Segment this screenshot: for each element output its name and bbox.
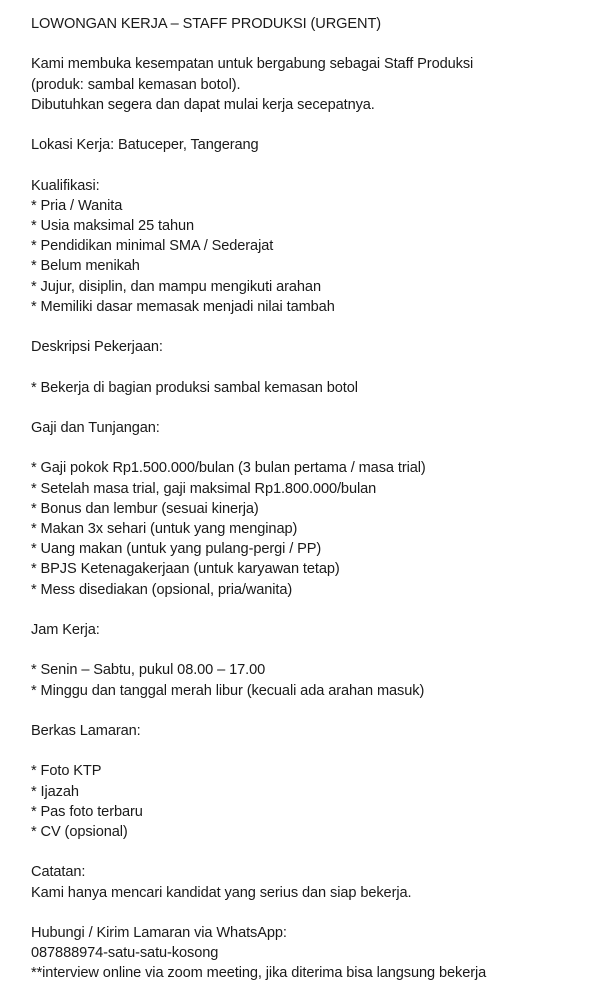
- spacer: [31, 357, 580, 377]
- job-description-heading: Deskripsi Pekerjaan:: [31, 339, 163, 356]
- note-body: Kami hanya mencari kandidat yang serius dan siap bekerja.: [31, 884, 412, 901]
- spacer: [31, 155, 580, 175]
- list-item: * Ijazah: [31, 783, 79, 800]
- note-heading: Catatan:: [31, 864, 86, 881]
- intro-line-2: (produk: sambal kemasan botol).: [31, 76, 241, 93]
- list-item: * Pas foto terbaru: [31, 803, 143, 820]
- page-title: LOWONGAN KERJA – STAFF PRODUKSI (URGENT): [31, 16, 382, 32]
- intro-line-1: Kami membuka kesempatan untuk bergabung sebagai Staff Produksi: [31, 56, 474, 73]
- spacer: [31, 600, 580, 620]
- list-item: * Foto KTP: [31, 763, 102, 780]
- contact-heading: Hubungi / Kirim Lamaran via WhatsApp:: [31, 924, 287, 941]
- contact-phone-number: 087888974-satu-satu-kosong: [31, 945, 219, 962]
- list-item: * Memiliki dasar memasak menjadi nilai tambah: [31, 298, 335, 315]
- spacer: [31, 640, 580, 660]
- list-item: * Senin – Sabtu, pukul 08.00 – 17.00: [31, 662, 266, 679]
- list-item: * Usia maksimal 25 tahun: [31, 217, 195, 234]
- list-item: * Uang makan (untuk yang pulang-pergi / PP): [31, 541, 322, 558]
- spacer: [31, 398, 580, 418]
- working-hours-heading: Jam Kerja:: [31, 621, 100, 638]
- spacer: [31, 903, 580, 923]
- spacer: [31, 438, 580, 458]
- qualifications-heading: Kualifikasi:: [31, 177, 100, 194]
- list-item: * Minggu dan tanggal merah libur (kecuali ada arahan masuk): [31, 682, 425, 699]
- list-item: * Bekerja di bagian produksi sambal kemasan botol: [31, 379, 358, 396]
- list-item: * Setelah masa trial, gaji maksimal Rp1.800.000/bulan: [31, 480, 377, 497]
- spacer: [31, 115, 580, 135]
- spacer: [31, 317, 580, 337]
- list-item: * Belum menikah: [31, 258, 140, 275]
- list-item: * Pria / Wanita: [31, 197, 123, 214]
- list-item: * Mess disediakan (opsional, pria/wanita): [31, 581, 293, 598]
- list-item: * Gaji pokok Rp1.500.000/bulan (3 bulan pertama / masa trial): [31, 460, 426, 477]
- salary-benefits-heading: Gaji dan Tunjangan:: [31, 419, 160, 436]
- spacer: [31, 842, 580, 862]
- location-line: Lokasi Kerja: Batuceper, Tangerang: [31, 137, 259, 154]
- documents-heading: Berkas Lamaran:: [31, 722, 141, 739]
- list-item: * CV (opsional): [31, 823, 128, 840]
- spacer: [31, 34, 580, 54]
- spacer: [31, 701, 580, 721]
- list-item: * Pendidikan minimal SMA / Sederajat: [31, 238, 274, 255]
- list-item: * Makan 3x sehari (untuk yang menginap): [31, 520, 298, 537]
- list-item: * Jujur, disiplin, dan mampu mengikuti arahan: [31, 278, 321, 295]
- intro-line-3: Dibutuhkan segera dan dapat mulai kerja secepatnya.: [31, 96, 375, 113]
- contact-footnote: **interview online via zoom meeting, jika diterima bisa langsung bekerja: [31, 965, 487, 982]
- list-item: * Bonus dan lembur (sesuai kinerja): [31, 500, 259, 517]
- spacer: [31, 741, 580, 761]
- list-item: * BPJS Ketenagakerjaan (untuk karyawan tetap): [31, 561, 340, 578]
